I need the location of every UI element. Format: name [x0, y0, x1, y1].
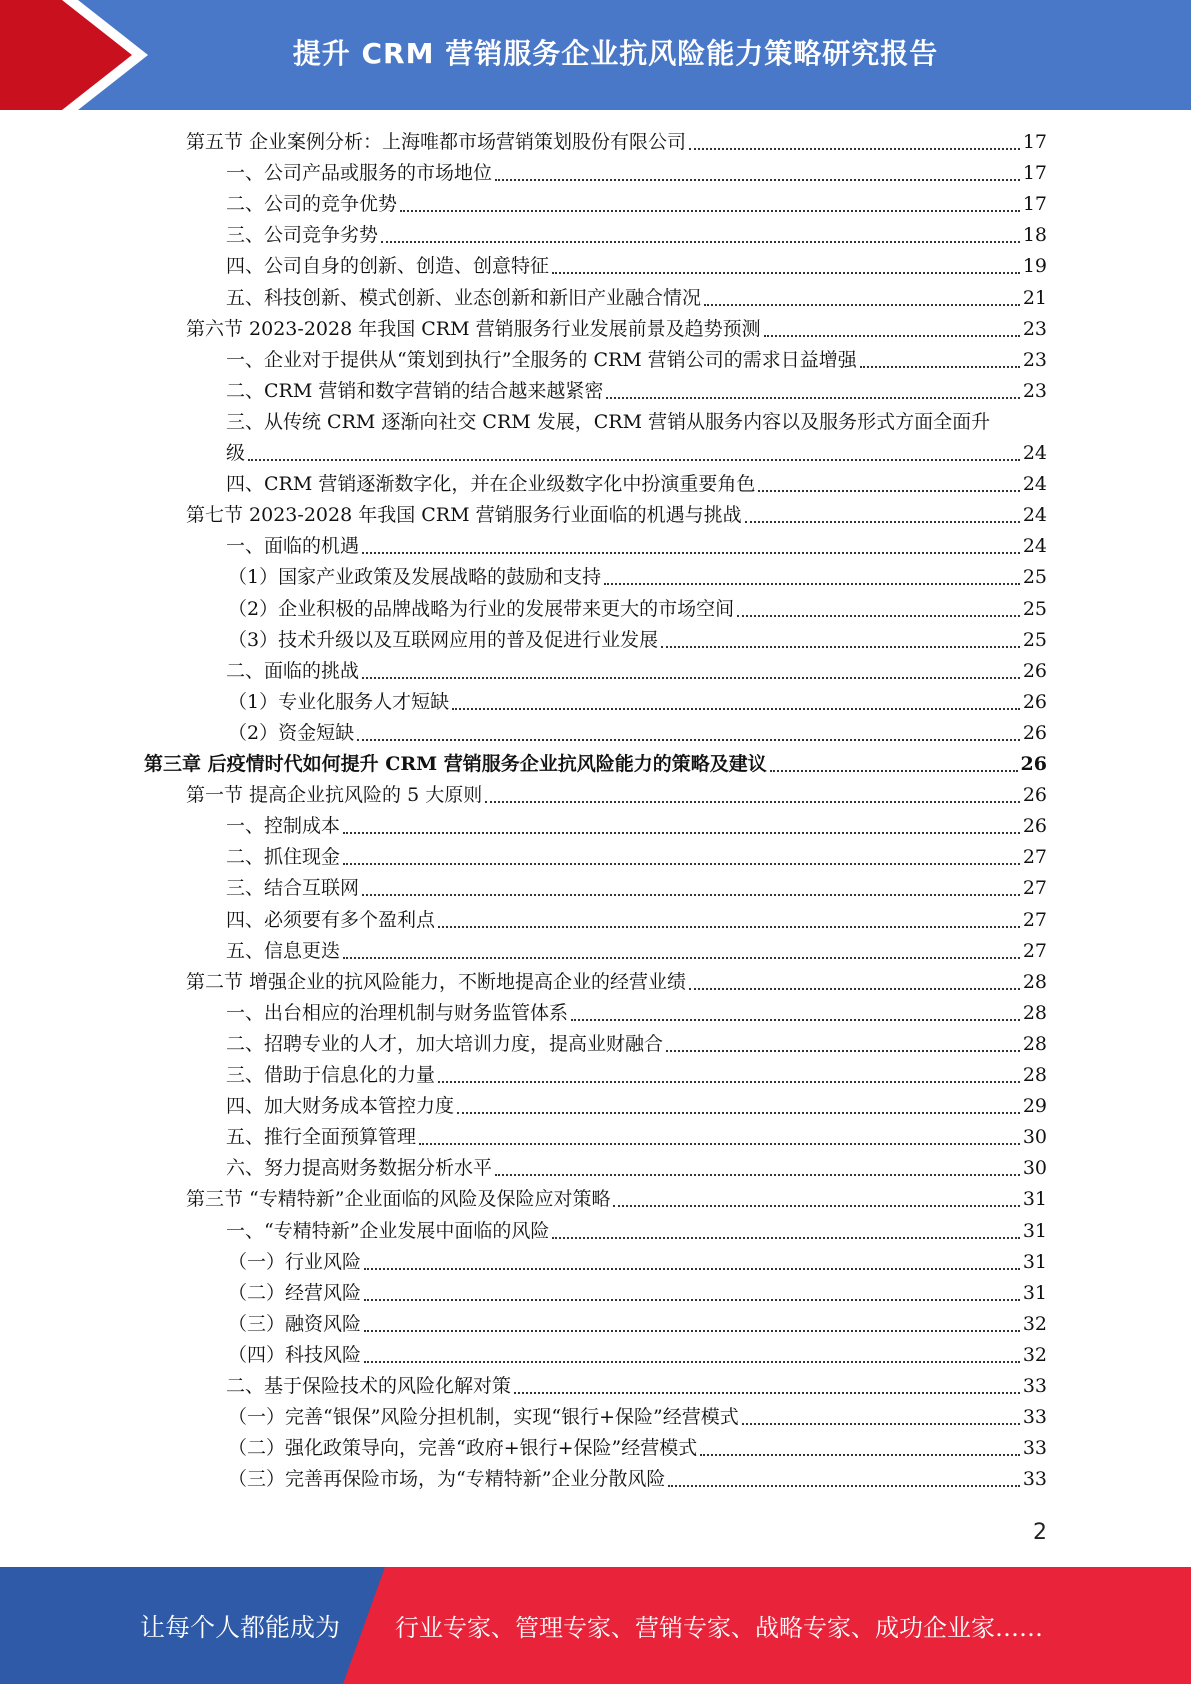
- toc-dot-leader: [666, 1050, 1020, 1052]
- toc-entry-text: 五、信息更迭: [226, 940, 341, 962]
- toc-entry-text: 三、借助于信息化的力量: [226, 1064, 436, 1086]
- toc-entry[interactable]: [228, 594, 1047, 625]
- toc-page-number: 26: [1022, 784, 1047, 806]
- toc-entry-text: 五、推行全面预算管理: [226, 1126, 417, 1148]
- toc-entry[interactable]: [228, 718, 1047, 749]
- toc-dot-leader: [495, 179, 1020, 181]
- toc-entry[interactable]: [228, 1402, 1047, 1433]
- toc-entry[interactable]: [226, 936, 1047, 967]
- toc-entry[interactable]: [226, 1091, 1047, 1122]
- toc-dot-leader: [552, 1237, 1019, 1239]
- toc-dot-leader: [552, 272, 1020, 274]
- toc-entry[interactable]: [226, 283, 1047, 314]
- toc-entry[interactable]: [226, 220, 1047, 251]
- toc-entry-text: （3）技术升级以及互联网应用的普及促进行业发展: [228, 629, 659, 651]
- footer-slogan-left: 让每个人都能成为: [140, 1612, 341, 1642]
- page-footer: [0, 1567, 1191, 1684]
- toc-dot-leader: [668, 1485, 1019, 1487]
- toc-dot-leader: [438, 1081, 1020, 1083]
- toc-page-number: 33: [1022, 1406, 1047, 1428]
- toc-entry-text: 三、结合互联网: [226, 877, 360, 899]
- toc-page-number: 27: [1022, 877, 1047, 899]
- toc-page-number: 27: [1022, 846, 1047, 868]
- toc-dot-leader: [606, 397, 1019, 399]
- toc-entry[interactable]: [228, 625, 1047, 656]
- toc-page-number: 26: [1022, 815, 1047, 837]
- toc-dot-leader: [745, 521, 1020, 523]
- toc-entry-text: 二、基于保险技术的风险化解对策: [226, 1375, 512, 1397]
- toc-page-number: 33: [1022, 1375, 1047, 1397]
- toc-dot-leader: [248, 459, 1020, 461]
- toc-entry[interactable]: [226, 1216, 1047, 1247]
- toc-page-number: 25: [1022, 598, 1047, 620]
- toc-entry[interactable]: [186, 314, 1047, 345]
- toc-page-number: 24: [1022, 473, 1047, 495]
- toc-entry-text: 一、“专精特新”企业发展中面临的风险: [226, 1220, 550, 1242]
- toc-dot-leader: [381, 241, 1020, 243]
- footer-slogan-right: 行业专家、管理专家、营销专家、战略专家、成功企业家……: [395, 1614, 1043, 1642]
- toc-page-number: 33: [1022, 1468, 1047, 1490]
- toc-entry-text: 二、招聘专业的人才，加大培训力度，提高业财融合: [226, 1033, 664, 1055]
- toc-entry[interactable]: [186, 1184, 1047, 1215]
- toc-dot-leader: [770, 770, 1018, 772]
- toc-page-number: 24: [1022, 504, 1047, 526]
- toc-entry[interactable]: [186, 780, 1047, 811]
- page-header: [0, 0, 1191, 110]
- toc-entry-text: 二、抓住现金: [226, 846, 341, 868]
- toc-dot-leader: [362, 894, 1020, 896]
- toc-dot-leader: [571, 1019, 1020, 1021]
- toc-page-number: 32: [1022, 1313, 1047, 1335]
- toc-dot-leader: [343, 957, 1020, 959]
- toc-entry[interactable]: [226, 189, 1047, 220]
- toc-entry-text: 一、企业对于提供从“策划到执行”全服务的 CRM 营销公司的需求日益增强: [226, 349, 857, 371]
- toc-page-number: 30: [1022, 1157, 1047, 1179]
- toc-dot-leader: [604, 583, 1020, 585]
- toc-entry-text: 第五节 企业案例分析：上海唯都市场营销策划股份有限公司: [186, 131, 687, 153]
- toc-entry[interactable]: [228, 1433, 1047, 1464]
- toc-entry-text: 一、控制成本: [226, 815, 341, 837]
- toc-page-number: 24: [1022, 442, 1047, 464]
- toc-entry-text: 二、CRM 营销和数字营销的结合越来越紧密: [226, 380, 604, 402]
- toc-page-number: 24: [1022, 535, 1047, 557]
- toc-dot-leader: [362, 677, 1020, 679]
- toc-entry-text: 二、面临的挑战: [226, 660, 360, 682]
- toc-entry-text: 一、公司产品或服务的市场地位: [226, 162, 493, 184]
- toc-entry[interactable]: [228, 1278, 1047, 1309]
- toc-page-number: 33: [1022, 1437, 1047, 1459]
- toc-dot-leader: [689, 148, 1020, 150]
- toc-page-number: 25: [1022, 629, 1047, 651]
- toc-dot-leader: [364, 1299, 1020, 1301]
- toc-entry-text[interactable]: 三、从传统 CRM 逐渐向社交 CRM 发展，CRM 营销从服务内容以及服务形式方面全面升: [226, 411, 991, 433]
- toc-entry-text: 第七节 2023-2028 年我国 CRM 营销服务行业面临的机遇与挑战: [186, 504, 742, 526]
- toc-chapter-entry[interactable]: [144, 749, 1047, 780]
- toc-entry-text: 第三节 “专精特新”企业面临的风险及保险应对策略: [186, 1188, 611, 1210]
- toc-dot-leader: [495, 1174, 1020, 1176]
- toc-entry[interactable]: [226, 345, 1047, 376]
- toc-page-number: 19: [1022, 255, 1047, 277]
- toc-page-number: 23: [1022, 349, 1047, 371]
- toc-entry[interactable]: [226, 842, 1047, 873]
- toc-page-number: 23: [1022, 318, 1047, 340]
- toc-entry[interactable]: [226, 1153, 1047, 1184]
- toc-entry-text: （一）完善“银保”风险分担机制，实现“银行+保险”经营模式: [228, 1406, 739, 1428]
- toc-entry-text: 四、加大财务成本管控力度: [226, 1095, 455, 1117]
- toc-dot-leader: [400, 210, 1020, 212]
- toc-entry[interactable]: [226, 1060, 1047, 1091]
- toc-entry-text: 第二节 增强企业的抗风险能力，不断地提高企业的经营业绩: [186, 971, 687, 993]
- toc-dot-leader: [343, 832, 1020, 834]
- toc-dot-leader: [613, 1205, 1019, 1207]
- toc-page-number: 26: [1022, 660, 1047, 682]
- toc-entry-text: （三）融资风险: [228, 1313, 362, 1335]
- toc-entry[interactable]: [228, 1340, 1047, 1371]
- toc-entry[interactable]: [228, 1464, 1047, 1495]
- toc-dot-leader: [364, 1330, 1020, 1332]
- toc-entry-text: 六、努力提高财务数据分析水平: [226, 1157, 493, 1179]
- toc-page-number: 28: [1022, 1002, 1047, 1024]
- toc-page-number: 17: [1022, 193, 1047, 215]
- toc-entry[interactable]: [226, 531, 1047, 562]
- toc-dot-leader: [704, 304, 1020, 306]
- toc-entry-text: 三、公司竞争劣势: [226, 224, 379, 246]
- toc-dot-leader: [364, 1268, 1020, 1270]
- toc-page-number: 25: [1022, 566, 1047, 588]
- toc-entry[interactable]: [226, 873, 1047, 904]
- toc-dot-leader: [758, 490, 1019, 492]
- toc-page-number: 27: [1022, 909, 1047, 931]
- toc-entry-text: （三）完善再保险市场，为“专精特新”企业分散风险: [228, 1468, 666, 1490]
- toc-entry-text: 第一节 提高企业抗风险的 5 大原则: [186, 784, 483, 806]
- toc-entry[interactable]: [228, 687, 1047, 718]
- toc-entry-text: 一、出台相应的治理机制与财务监管体系: [226, 1002, 569, 1024]
- toc-dot-leader: [661, 646, 1020, 648]
- toc-entry-text: 第六节 2023-2028 年我国 CRM 营销服务行业发展前景及趋势预测: [186, 318, 761, 340]
- toc-entry[interactable]: [228, 1247, 1047, 1278]
- toc-dot-leader: [514, 1392, 1020, 1394]
- toc-dot-leader: [362, 552, 1020, 554]
- toc-entry[interactable]: [226, 1371, 1047, 1402]
- toc-dot-leader: [457, 1112, 1020, 1114]
- toc-entry[interactable]: [226, 438, 1047, 469]
- toc-entry[interactable]: [186, 500, 1047, 531]
- toc-entry-text: 一、面临的机遇: [226, 535, 360, 557]
- toc-dot-leader: [364, 1361, 1020, 1363]
- toc-page-number: 26: [1022, 722, 1047, 744]
- toc-dot-leader: [764, 335, 1020, 337]
- toc-entry[interactable]: [186, 967, 1047, 998]
- toc-dot-leader: [742, 1423, 1020, 1425]
- toc-entry[interactable]: [226, 251, 1047, 282]
- toc-page-number: 28: [1022, 1064, 1047, 1086]
- toc-page-number: 26: [1022, 691, 1047, 713]
- toc-entry-text: （二）强化政策导向，完善“政府+银行+保险”经营模式: [228, 1437, 698, 1459]
- toc-dot-leader: [357, 739, 1020, 741]
- toc-entry-text: 五、科技创新、模式创新、业态创新和新旧产业融合情况: [226, 287, 702, 309]
- toc-entry-text: 二、公司的竞争优势: [226, 193, 398, 215]
- toc-entry[interactable]: [226, 158, 1047, 189]
- toc-page-number: 31: [1022, 1188, 1047, 1210]
- toc-entry-text: （二）经营风险: [228, 1282, 362, 1304]
- toc-page-number: 18: [1022, 224, 1047, 246]
- toc-entry[interactable]: [226, 376, 1047, 407]
- toc-dot-leader: [860, 366, 1020, 368]
- toc-page-number: 28: [1022, 971, 1047, 993]
- toc-page-number: 26: [1020, 753, 1047, 775]
- toc-entry-text: 四、必须要有多个盈利点: [226, 909, 436, 931]
- toc-page-number: 32: [1022, 1344, 1047, 1366]
- toc-page-number: 30: [1022, 1126, 1047, 1148]
- toc-entry[interactable]: [226, 469, 1047, 500]
- toc-entry-text: （1）专业化服务人才短缺: [228, 691, 450, 713]
- toc-entry-text: （1）国家产业政策及发展战略的鼓励和支持: [228, 566, 602, 588]
- toc-page-number: 31: [1022, 1220, 1047, 1242]
- toc-entry-text: 级: [226, 442, 246, 464]
- page-number: 2: [1033, 1520, 1047, 1545]
- toc-entry-text: （2）企业积极的品牌战略为行业的发展带来更大的市场空间: [228, 598, 735, 620]
- toc-entry[interactable]: [186, 127, 1047, 158]
- toc-page-number: 31: [1022, 1251, 1047, 1273]
- toc-entry-text: （2）资金短缺: [228, 722, 355, 744]
- toc-entry[interactable]: [226, 1029, 1047, 1060]
- toc-dot-leader: [419, 1143, 1020, 1145]
- toc-entry-text: （一）行业风险: [228, 1251, 362, 1273]
- toc-entry-text: 四、CRM 营销逐渐数字化，并在企业级数字化中扮演重要角色: [226, 473, 756, 495]
- toc-entry[interactable]: [226, 656, 1047, 687]
- toc-entry[interactable]: [226, 1122, 1047, 1153]
- toc-entry-text: 第三章 后疫情时代如何提升 CRM 营销服务企业抗风险能力的策略及建议: [144, 753, 767, 775]
- toc-page-number: 27: [1022, 940, 1047, 962]
- toc-dot-leader: [689, 988, 1020, 990]
- toc-page-number: 17: [1022, 162, 1047, 184]
- toc-entry-text: （四）科技风险: [228, 1344, 362, 1366]
- toc-entry[interactable]: [228, 1309, 1047, 1340]
- toc-page-number: 23: [1022, 380, 1047, 402]
- toc-dot-leader: [343, 863, 1020, 865]
- toc-dot-leader: [438, 926, 1020, 928]
- toc-page-number: 21: [1022, 287, 1047, 309]
- toc-dot-leader: [485, 801, 1020, 803]
- report-title: 提升 CRM 营销服务企业抗风险能力策略研究报告: [292, 37, 939, 70]
- toc-page-number: 17: [1022, 131, 1047, 153]
- toc-entry[interactable]: [226, 811, 1047, 842]
- toc-dot-leader: [452, 708, 1020, 710]
- toc-dot-leader: [700, 1454, 1020, 1456]
- toc-dot-leader: [737, 615, 1020, 617]
- toc-entry-text: 四、公司自身的创新、创造、创意特征: [226, 255, 550, 277]
- toc-page-number: 31: [1022, 1282, 1047, 1304]
- toc-entry[interactable]: [226, 905, 1047, 936]
- toc-entry[interactable]: [228, 562, 1047, 593]
- toc-entry[interactable]: [226, 998, 1047, 1029]
- toc-page-number: 29: [1022, 1095, 1047, 1117]
- toc-page-number: 28: [1022, 1033, 1047, 1055]
